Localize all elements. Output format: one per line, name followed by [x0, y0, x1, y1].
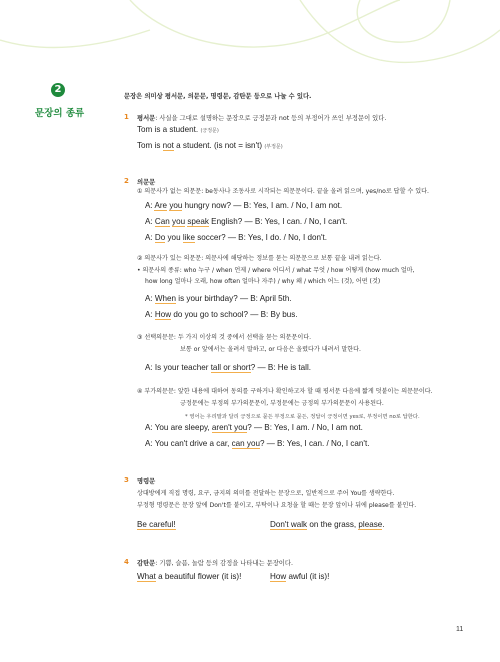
- choice-example-1: A: Is your teacher tall or short? — B: He is tall.: [145, 363, 312, 372]
- tag-question-desc-2: 긍정문에는 부정의 부가의문문이, 부정문에는 긍정의 부가의문문이 사용된다.: [180, 400, 384, 407]
- exclamatory-heading: 감탄문: 기쁨, 슬픔, 놀람 등의 감정을 나타내는 문장이다.: [137, 560, 293, 567]
- imperative-desc-1: 상대방에게 직접 명령, 요구, 금지의 의미를 전달하는 문장으로, 일반적으로 주어 You를 생략한다.: [137, 490, 395, 497]
- yes-no-question-desc: ① 의문사가 없는 의문문: be동사나 조동사로 시작되는 의문문이다. 끝을 올려 읽으며, yes/no로 답할 수 있다.: [137, 188, 429, 195]
- decorative-circles-header: [0, 0, 500, 75]
- wh-example-2: A: How do you go to school? — B: By bus.: [145, 310, 298, 319]
- tag-question-desc-1: ④ 부가의문문: 앞한 내용에 대하여 동의를 구하거나 확인하고자 할 때 평서문 다음에 짧게 덧붙이는 의문문이다.: [137, 388, 433, 395]
- exclamatory-example-2: How awful (it is)!: [270, 572, 330, 581]
- choice-question-desc-2: 보통 or 앞에서는 올려서 말하고, or 다음은 올렸다가 내려서 말한다.: [180, 346, 361, 353]
- wh-word-list-line-1: • 의문사의 종류: who 누구 / when 언제 / where 어디서 / what 무엇 / how 어떻게 (how much 얼마,: [137, 267, 415, 274]
- wh-question-desc: ② 의문사가 있는 의문문: 의문사에 해당하는 정보를 묻는 의문문으로 보통 끝을 내려 읽는다.: [137, 255, 382, 262]
- interrogative-heading: 의문문: [137, 179, 156, 186]
- wh-example-1: A: When is your birthday? — B: April 5th.: [145, 294, 292, 303]
- yes-no-example-3: A: Do you like soccer? — B: Yes, I do. / No, I don't.: [145, 233, 327, 242]
- declarative-example-1: Tom is a student. (긍정문): [137, 125, 219, 134]
- choice-question-desc-1: ③ 선택의문문: 두 가지 이상의 것 중에서 선택을 묻는 의문문이다.: [137, 334, 312, 341]
- imperative-desc-2: 부정형 명령문은 문장 앞에 Don't를 붙이고, 부탁이나 요청을 할 때는 문장 앞이나 뒤에 please를 붙인다.: [137, 502, 417, 509]
- item-number-2: 2: [124, 177, 129, 185]
- imperative-example-1: Be careful!: [137, 520, 176, 529]
- section-title: 문장의 종류: [35, 108, 85, 119]
- intro-text: 문장은 의미상 평서문, 의문문, 명령문, 감탄문 등으로 나눌 수 있다.: [124, 93, 312, 100]
- imperative-heading: 명령문: [137, 478, 156, 485]
- yes-no-example-2: A: Can you speak English? — B: Yes, I can. / No, I can't.: [145, 217, 348, 226]
- tag-question-note: * 영어는 우리말과 달리 긍정으로 묻든 부정으로 묻든, 정답이 긍정이면 yes로, 부정이면 no로 답한다.: [185, 414, 420, 420]
- declarative-heading: 평서문: 사실을 그대로 설명하는 문장으로 긍정문과 not 등의 부정어가 쓰인 부정문이 있다.: [137, 115, 387, 122]
- item-number-1: 1: [124, 113, 129, 121]
- section-number-badge: 2: [51, 83, 65, 97]
- item-number-3: 3: [124, 476, 129, 484]
- tag-example-2: A: You can't drive a car, can you? — B: Yes, I can. / No, I can't.: [145, 439, 370, 448]
- tag-example-1: A: You are sleepy, aren't you? — B: Yes, I am. / No, I am not.: [145, 423, 363, 432]
- declarative-example-2: Tom is not a student. (is not = isn't) (부정문): [137, 141, 283, 150]
- item-number-4: 4: [124, 558, 129, 566]
- imperative-example-2: Don't walk on the grass, please.: [270, 520, 385, 529]
- page-number: 11: [456, 626, 464, 633]
- yes-no-example-1: A: Are you hungry now? — B: Yes, I am. / No, I am not.: [145, 201, 343, 210]
- wh-word-list-line-2: how long 얼마나 오래, how often 얼마나 자주) / why 왜 / which 어느 (것), 어떤 (것): [145, 278, 381, 285]
- exclamatory-example-1: What a beautiful flower (it is)!: [137, 572, 242, 581]
